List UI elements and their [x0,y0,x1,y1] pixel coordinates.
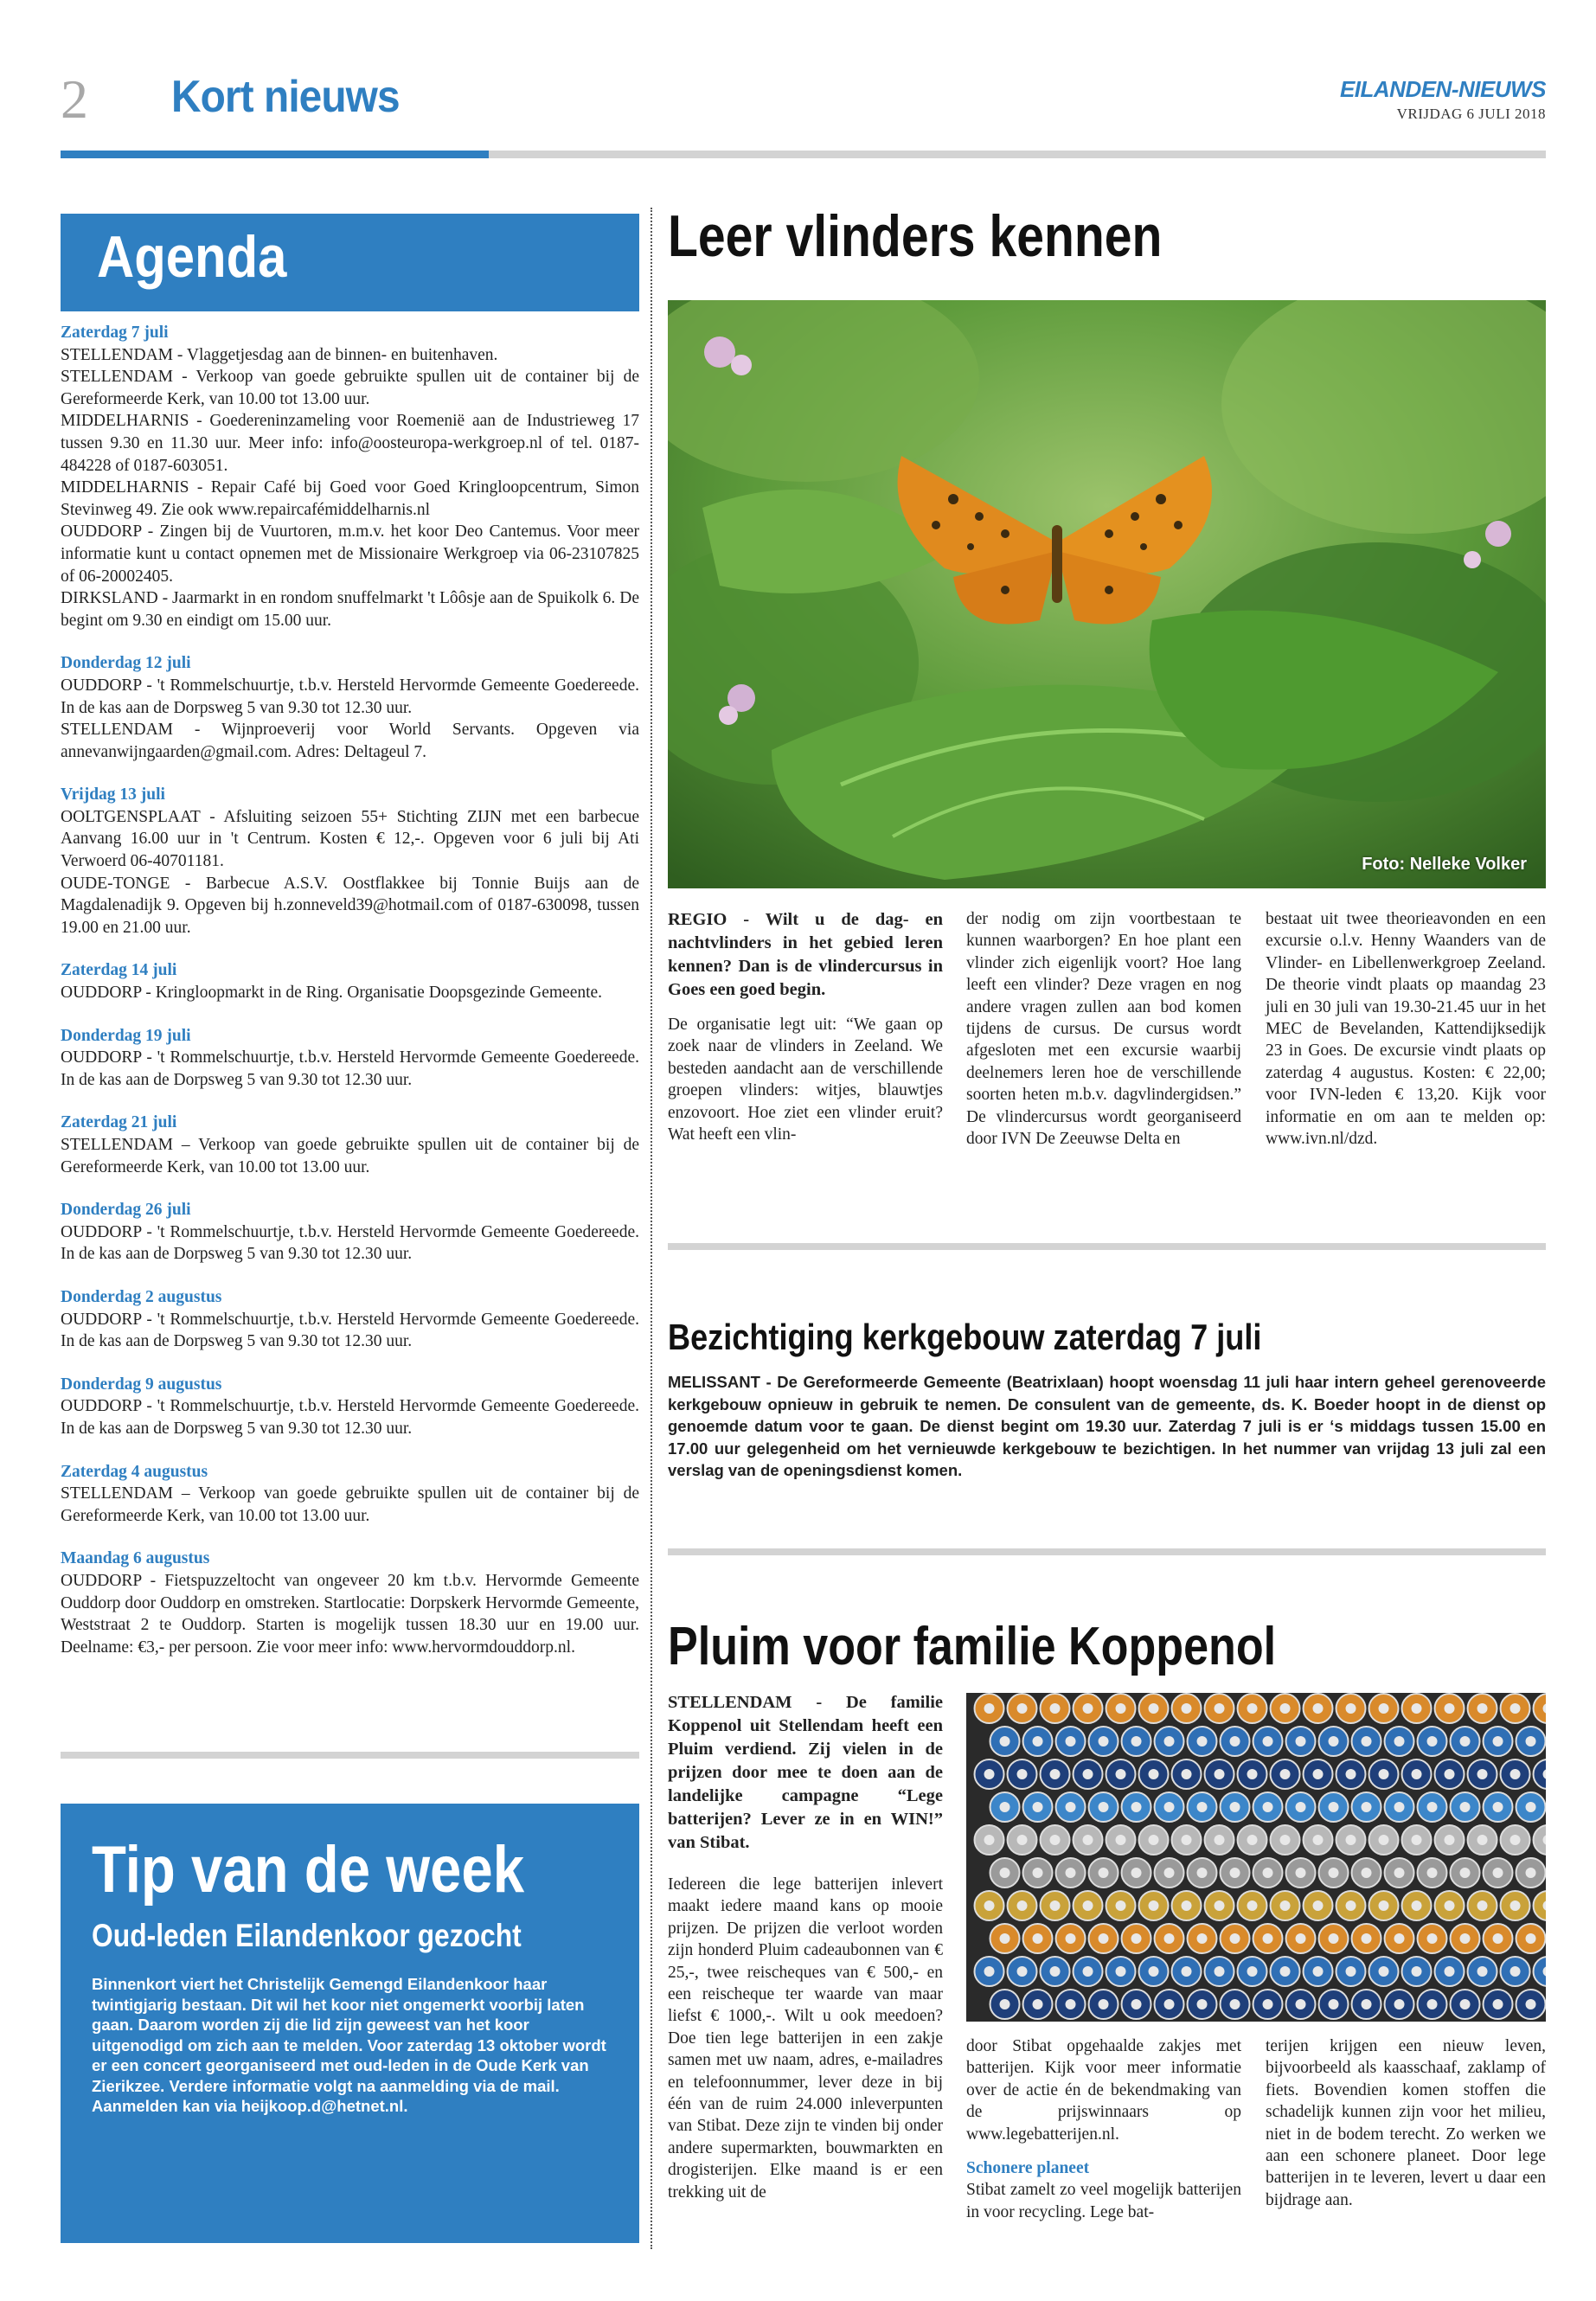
battery-terminal [1230,1868,1240,1878]
battery-terminal [984,1703,995,1714]
battery-terminal [1379,1900,1389,1911]
battery-terminal [1131,1736,1142,1747]
agenda-item: OUDDORP - 't Rommelschuurtje, t.b.v. Hersteld Hervormde Gemeente Goedereede. In de kas aan de Dorpsweg 5 van 9.30 tot 12.30 uur. [61,676,639,717]
article-column: der nodig om zijn voortbestaan te kunnen waarborgen? En hoe plant een vlinder zich eigenlijk voort? Hoe lang leeft een vlinder? Deze vragen en nog andere vragen zullen aan bod komen tijdens de cursus. De cursus wordt afgesloten met een excursie waarbij deelnemers leren hoe de verschillende soorten heten m.b.v. dagvlindergidsen.” De vlindercursus wordt georganiseerd door IVN De Zeeuwse Delta en [966,910,1241,1149]
battery-terminal [1379,1769,1389,1779]
article-title-kerk: Bezichtiging kerkgebouw zaterdag 7 juli [668,1317,1262,1357]
battery-terminal [1066,1802,1076,1812]
battery-terminal [1394,1802,1405,1812]
battery-terminal [1247,1703,1258,1714]
agenda-item: STELLENDAM – Verkoop van goede gebruikte spullen uit de container bij de Gereformeerde Kerk, van 10.00 tot 13.00 uur. [61,1136,639,1176]
battery-terminal [1099,1802,1109,1812]
battery-terminal [1280,1966,1291,1977]
agenda-date: Maandag 6 augustus [61,1549,210,1568]
battery-terminal [1510,1900,1521,1911]
battery-terminal [1164,1868,1175,1878]
battery-terminal [1182,1769,1192,1779]
battery-terminal [1526,1736,1536,1747]
battery-terminal [1230,1802,1240,1812]
battery-terminal [1197,1868,1208,1878]
battery-terminal [1263,1802,1273,1812]
agenda-item: OUDDORP - 't Rommelschuurtje, t.b.v. Hersteld Hervormde Gemeente Goedereede. In de kas aan de Dorpsweg 5 van 9.30 tot 12.30 uur. [61,1310,639,1351]
battery-terminal [1099,1933,1109,1944]
battery-terminal [1164,1999,1175,2009]
battery-terminal [1394,1933,1405,1944]
battery-terminal [1445,1769,1455,1779]
article-column: bestaat uit twee theorieavonden en een excursie o.l.v. Henny Waanders van de Vlinder- en Libellenwerkgroep Zeeland. De theorie vindt plaats op maandag 23 juli en 30 juli van 19.30-21.45 uur in het MEC de Bevelanden, Kattendijksedijk 23 in Goes. De excursie vindt plaats op zaterdag 4 augustus. Kosten: € 22,00; voor IVN-leden € 13,20. Kijk voor informatie en om aan te melden op: www.ivn.nl/dzd. [1266,910,1546,1149]
agenda-item: DIRKSLAND - Jaarmarkt in en rondom snuffelmarkt 't Lôôsje aan de Spuikolk 6. De begint om 9.30 en eindigt om 15.00 uur. [61,589,639,630]
batteries-photo [966,1693,1546,2022]
agenda-date: Zaterdag 21 juli [61,1113,177,1132]
battery-terminal [1362,1999,1372,2009]
photo-credit: Foto: Nelleke Volker [1362,855,1527,874]
battery-terminal [984,1900,995,1911]
battery-terminal [1164,1802,1175,1812]
battery-terminal [1230,1933,1240,1944]
battery-terminal [1296,1933,1306,1944]
battery-terminal [1083,1966,1093,1977]
battery-terminal [1362,1802,1372,1812]
header-rule-accent [61,151,489,158]
battery-terminal [1394,1999,1405,2009]
battery-terminal [1460,1868,1471,1878]
agenda-entry [61,1025,639,1092]
article-column [966,2035,1241,2223]
batteries-image [966,1693,1546,2022]
issue-date: VRIJDAG 6 JULI 2018 [1396,106,1546,122]
battery-terminal [1445,1900,1455,1911]
battery-terminal [1131,1868,1142,1878]
battery-terminal [1379,1703,1389,1714]
agenda-entry [61,784,639,939]
battery-terminal [1215,1703,1225,1714]
battery-terminal [1050,1966,1061,1977]
article-text: Stibat zamelt zo veel mogelijk batterijen in voor recycling. Lege bat- [966,2181,1241,2221]
battery-terminal [1412,1835,1422,1845]
agenda-entry [61,1374,639,1440]
battery-terminal [1033,1933,1043,1944]
battery-terminal [1510,1835,1521,1845]
battery-terminal [1329,1999,1339,2009]
battery-terminal [1215,1900,1225,1911]
article-column [668,908,943,1145]
battery-terminal [1033,1868,1043,1878]
battery-terminal [1050,1835,1061,1845]
battery-terminal [1526,1802,1536,1812]
battery-terminal [1182,1835,1192,1845]
battery-terminal [1477,1900,1488,1911]
brand-logo: EILANDEN-NIEUWS [1339,76,1546,102]
agenda-date: Donderdag 19 juli [61,1026,191,1045]
battery-terminal [1346,1900,1356,1911]
battery-terminal [1313,1900,1324,1911]
battery-terminal [1215,1966,1225,1977]
battery-terminal [1066,1736,1076,1747]
battery-terminal [1050,1703,1061,1714]
article-lead: STELLENDAM - De familie Koppenol uit Stellendam heeft een Pluim verdiend. Zij vielen in de prijzen door mee te doen aan de landelijke campagne “Lege batterijen? Lever ze in en WIN!” van Stibat. [668,1693,943,1852]
battery-terminal [1000,1933,1010,1944]
battery-terminal [1263,1933,1273,1944]
tip-subtitle: Oud-leden Eilandenkoor gezocht [92,1918,522,1953]
battery-terminal [1230,1736,1240,1747]
battery-terminal [984,1835,995,1845]
column-divider [651,208,652,2249]
agenda-date: Zaterdag 7 juli [61,324,169,342]
battery-terminal [1247,1900,1258,1911]
battery-terminal [1460,1736,1471,1747]
battery-terminal [1116,1835,1126,1845]
battery-terminal [1493,1933,1503,1944]
battery-terminal [1116,1769,1126,1779]
agenda-item: STELLENDAM - Verkoop van goede gebruikte spullen uit de container bij de Gereformeerde Kerk, van 10.00 tot 13.00 uur. [61,368,639,408]
agenda-entry [61,1461,639,1528]
battery-terminal [1066,1868,1076,1878]
section-rule [668,1548,1546,1555]
battery-terminal [1346,1966,1356,1977]
article-column: terijen krijgen een nieuw leven, bijvoorbeeld als kaasschaaf, zaklamp of fiets. Bovendien komen stoffen die schadelijk kunnen zijn voor het milieu, niet in de bodem terecht. Zo werken we aan een schonere planeet. Door lege batterijen in te leveren, levert u daar een bijdrage aan. [1266,2037,1546,2209]
battery-terminal [1477,1835,1488,1845]
battery-terminal [1296,1802,1306,1812]
battery-terminal [1427,1802,1438,1812]
battery-terminal [1149,1769,1159,1779]
agenda-date: Donderdag 26 juli [61,1201,191,1220]
battery-terminal [1346,1703,1356,1714]
battery-terminal [1017,1900,1028,1911]
battery-terminal [1099,1868,1109,1878]
battery-terminal [1313,1966,1324,1977]
battery-terminal [1493,1999,1503,2009]
battery-terminal [1280,1900,1291,1911]
battery-terminal [1149,1703,1159,1714]
agenda-entry [61,1548,639,1658]
battery-terminal [1149,1900,1159,1911]
agenda-item: STELLENDAM - Wijnproeverij voor World Servants. Opgeven via annevanwijngaarden@gmail.com. Adres: Deltageul 7. [61,721,639,761]
battery-terminal [1182,1900,1192,1911]
butterfly-image [668,300,1546,888]
battery-terminal [1182,1966,1192,1977]
agenda-entry [61,1112,639,1178]
agenda-date: Zaterdag 4 augustus [61,1462,208,1481]
battery-terminal [1412,1966,1422,1977]
battery-terminal [1346,1769,1356,1779]
battery-terminal [1460,1999,1471,2009]
battery-terminal [1099,1736,1109,1747]
battery-terminal [1083,1900,1093,1911]
battery-terminal [1526,1933,1536,1944]
battery-terminal [1149,1966,1159,1977]
battery-terminal [1000,1999,1010,2009]
battery-terminal [1033,1999,1043,2009]
battery-terminal [1362,1868,1372,1878]
battery-terminal [1296,1736,1306,1747]
battery-terminal [1379,1966,1389,1977]
battery-terminal [1280,1835,1291,1845]
agenda-date: Zaterdag 14 juli [61,961,177,980]
agenda-entry [61,1286,639,1353]
agenda-date: Donderdag 9 augustus [61,1375,222,1394]
battery-terminal [1510,1703,1521,1714]
battery-terminal [1394,1736,1405,1747]
battery-terminal [1066,1933,1076,1944]
battery-terminal [1477,1966,1488,1977]
battery-terminal [1050,1900,1061,1911]
battery-terminal [1197,1736,1208,1747]
agenda-item: OUDDORP - Kringloopmarkt in de Ring. Organisatie Doopsgezinde Gemeente. [61,984,603,1003]
battery-terminal [1445,1835,1455,1845]
battery-terminal [1280,1703,1291,1714]
battery-terminal [1296,1868,1306,1878]
battery-terminal [1033,1736,1043,1747]
battery-terminal [1131,1802,1142,1812]
agenda-item: OUDDORP - 't Rommelschuurtje, t.b.v. Hersteld Hervormde Gemeente Goedereede. In de kas aan de Dorpsweg 5 van 9.30 tot 12.30 uur. [61,1397,639,1438]
battery-terminal [1230,1999,1240,2009]
battery-terminal [1116,1703,1126,1714]
battery-terminal [1477,1769,1488,1779]
battery-terminal [1164,1736,1175,1747]
battery-terminal [1017,1769,1028,1779]
battery-terminal [1362,1933,1372,1944]
page-number: 2 [61,68,88,130]
battery-terminal [1526,1999,1536,2009]
battery-terminal [1412,1900,1422,1911]
battery-terminal [1116,1900,1126,1911]
battery-terminal [1197,1999,1208,2009]
agenda-item: OUDDORP - Zingen bij de Vuurtoren, m.m.v. het koor Deo Cantemus. Voor meer informatie kunt u contact opnemen met de Missionaire Werkgroep via 06-23107825 of 06-20002405. [61,522,639,586]
battery-terminal [1116,1966,1126,1977]
battery-terminal [1263,1999,1273,2009]
battery-terminal [1510,1769,1521,1779]
battery-terminal [1164,1933,1175,1944]
tip-body: Binnenkort viert het Christelijk Gemengd Eilandenkoor haar twintigjarig bestaan. Dit wil het koor niet ongemerkt voorbij laten gaan. Daarom worden zij die lid zijn geweest van het koor uitgenodigd om zich aan te melden. Voor zaterdag 13 oktober wordt er een concert georganiseerd met oud-leden in de Oude Kerk van Zierikzee. Verdere informatie volgt na aanmelding via de mail. Aanmelden kan via heijkoop.d@hetnet.nl. [92,1975,606,2115]
article-subhead: Schonere planeet [966,2159,1090,2178]
battery-terminal [1493,1736,1503,1747]
battery-terminal [1296,1999,1306,2009]
battery-terminal [1329,1802,1339,1812]
battery-terminal [1427,1868,1438,1878]
battery-terminal [1017,1835,1028,1845]
battery-terminal [984,1966,995,1977]
agenda-entry [61,1199,639,1266]
battery-terminal [1313,1835,1324,1845]
agenda-item: OUDDORP - 't Rommelschuurtje, t.b.v. Hersteld Hervormde Gemeente Goedereede. In de kas aan de Dorpsweg 5 van 9.30 tot 12.30 uur. [61,1048,639,1089]
battery-terminal [1493,1802,1503,1812]
battery-terminal [1050,1769,1061,1779]
article-text: De organisatie legt uit: “We gaan op zoek naar de vlinders in Zeeland. We besteden aandacht aan de verschillende groepen vlinders: witjes, blauwtjes enzovoort. Hoe ziet een vlinder eruit? Wat heeft een vlin- [668,1016,943,1144]
battery-terminal [1329,1933,1339,1944]
battery-terminal [1445,1703,1455,1714]
battery-terminal [1182,1703,1192,1714]
battery-terminal [1412,1769,1422,1779]
battery-terminal [1000,1736,1010,1747]
battery-terminal [1346,1835,1356,1845]
battery-terminal [1083,1769,1093,1779]
agenda-entry [61,652,639,763]
agenda-item: MIDDELHARNIS - Repair Café bij Goed voor Goed Kringloopcentrum, Simon Stevinweg 49. Zie ook www.repaircafémiddelharnis.nl [61,478,639,519]
article-column [668,1691,943,2203]
battery-terminal [1000,1868,1010,1878]
article-lead: REGIO - Wilt u de dag- en nachtvlinders in het gebied leren kennen? Dan is de vlindercursus in Goes een goed begin. [668,910,943,999]
battery-terminal [984,1769,995,1779]
battery-terminal [1460,1933,1471,1944]
battery-terminal [1131,1933,1142,1944]
battery-terminal [1493,1868,1503,1878]
section-rule [61,1752,639,1759]
battery-terminal [1263,1736,1273,1747]
battery-terminal [1033,1802,1043,1812]
tip-title: Tip van de week [92,1833,525,1907]
agenda-date: Donderdag 12 juli [61,654,191,673]
agenda-item: OUDE-TONGE - Barbecue A.S.V. Oostflakkee bij Tonnie Buijs aan de Magdalenadijk 9. Opgeven bij h.zonneveld39@hotmail.com of 0187-630098, tussen 19.00 en 21.00 uur. [61,874,639,937]
agenda-item: OUDDORP - Fietspuzzeltocht van ongeveer 20 km t.b.v. Hervormde Gemeente Ouddorp door Ouddorp en omstreken. Startlocatie: Dorpskerk Hervormde Gemeente, Weststraat 2 te Ouddorp. Starten is mogelijk tussen 18.30 uur en 19.00 uur. Deelname: €3,- per persoon. Zie voor meer info: www.hervormdouddorp.nl. [61,1571,639,1657]
battery-terminal [1477,1703,1488,1714]
battery-terminal [1247,1966,1258,1977]
agenda-entry [61,959,639,1003]
battery-terminal [1247,1835,1258,1845]
butterfly-photo [668,300,1546,888]
battery-terminal [1149,1835,1159,1845]
battery-terminal [1510,1966,1521,1977]
section-title: Kort nieuws [171,72,400,122]
section-rule [668,1243,1546,1250]
battery-terminal [1379,1835,1389,1845]
battery-terminal [1197,1933,1208,1944]
battery-terminal [1017,1703,1028,1714]
battery-terminal [1526,1868,1536,1878]
agenda-item: OUDDORP - 't Rommelschuurtje, t.b.v. Hersteld Hervormde Gemeente Goedereede. In de kas aan de Dorpsweg 5 van 9.30 tot 12.30 uur. [61,1222,639,1264]
agenda-item: STELLENDAM – Verkoop van goede gebruikte spullen uit de container bij de Gereformeerde Kerk, van 10.00 tot 13.00 uur. [61,1484,639,1525]
battery-terminal [1263,1868,1273,1878]
battery-terminal [1083,1703,1093,1714]
agenda-list [61,322,639,1679]
agenda-item: OOLTGENSPLAAT - Afsluiting seizoen 55+ Stichting ZIJN met een barbecue Aanvang 16.00 uur in 't Centrum. Kosten € 12,-. Opgeven voor 6 juli bij Ati Verwoerd 06-40701181. [61,807,639,871]
battery-terminal [1329,1736,1339,1747]
battery-terminal [1017,1966,1028,1977]
battery-terminal [1427,1999,1438,2009]
battery-terminal [1412,1703,1422,1714]
article-body-kerk: MELISSANT - De Gereformeerde Gemeente (Beatrixlaan) hoopt woensdag 11 juli haar intern geheel gerenoveerde kerkgebouw opnieuw in gebruik te nemen. De consulent van de gemeente, ds. K. Boeder hoopt in de dienst op genoemde datum voor te gaan. De dienst begint om 19.30 uur. Zaterdag 7 juli is er ‘s middags tussen 15.00 en 17.00 uur gelegenheid om het vernieuwde kerkgebouw te bezichtigen. In het nummer van vrijdag 13 juli zal een verslag van de openingsdienst komen. [668,1373,1546,1479]
battery-terminal [1445,1966,1455,1977]
battery-terminal [1066,1999,1076,2009]
battery-terminal [1000,1802,1010,1812]
battery-terminal [1394,1868,1405,1878]
agenda-item: STELLENDAM - Vlaggetjesdag aan de binnen- en buitenhaven. [61,345,498,364]
battery-terminal [1427,1736,1438,1747]
battery-terminal [1083,1835,1093,1845]
battery-terminal [1313,1703,1324,1714]
battery-terminal [1460,1802,1471,1812]
agenda-date: Donderdag 2 augustus [61,1287,222,1306]
battery-terminal [1247,1769,1258,1779]
battery-terminal [1197,1802,1208,1812]
battery-terminal [1280,1769,1291,1779]
agenda-date: Vrijdag 13 juli [61,785,165,804]
article-text: door Stibat opgehaalde zakjes met batterijen. Kijk voor meer informatie over de actie én de bekendmaking van de prijswinnaars op www.legebatterijen.nl. [966,2037,1241,2144]
battery-terminal [1362,1736,1372,1747]
battery-terminal [1099,1999,1109,2009]
article-text: Iedereen die lege batterijen inlevert maakt iedere maand kans op mooie prijzen. De prijzen die verloot worden zijn honderd Pluim cadeaubonnen van € 25,-, twee reischeques van € 500,- en een reischeque ter waarde van maar liefst € 1000,-. Wilt u ook meedoen? Doe tien lege batterijen in een zakje samen met uw naam, adres, e-mailadres en telefoonnummer, lever deze in bij één van de ruim 24.000 inleverpunten van Stibat. Deze zijn te vinden bij onder andere supermarkten, bouwmarkten en drogisterijen. Elke maand is er een trekking uit de [668,1875,943,2202]
battery-terminal [1427,1933,1438,1944]
battery-terminal [1131,1999,1142,2009]
battery-terminal [1313,1769,1324,1779]
article-title-vlinders: Leer vlinders kennen [668,203,1163,269]
agenda-item: MIDDELHARNIS - Goedereninzameling voor Roemenië aan de Industrieweg 17 tussen 9.30 en 11.30 uur. Meer info: info@oosteuropa-werkgroep.nl of tel. 0187-484228 of 0187-603051. [61,412,639,475]
battery-terminal [1329,1868,1339,1878]
agenda-entry [61,322,639,631]
agenda-title: Agenda [97,224,287,290]
article-title-koppenol: Pluim voor familie Koppenol [668,1617,1277,1676]
battery-terminal [1215,1835,1225,1845]
battery-terminal [1215,1769,1225,1779]
